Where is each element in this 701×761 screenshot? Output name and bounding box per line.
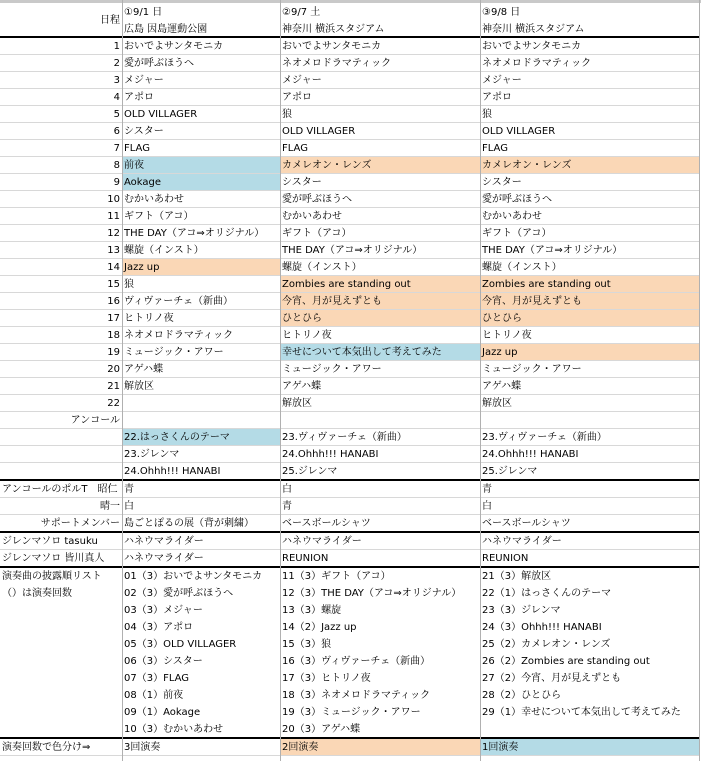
- row-divider: [0, 54, 699, 55]
- setlist-row: [0, 123, 701, 140]
- count-cell: 08（1）前夜: [124, 690, 184, 701]
- song-cell: むかいあわせ: [482, 211, 542, 222]
- song-cell: 螺旋（インスト）: [482, 262, 562, 273]
- song-number: 21: [107, 381, 120, 392]
- song-cell: メジャー: [482, 75, 522, 86]
- row-divider: [0, 326, 699, 327]
- song-cell: アポロ: [282, 92, 312, 103]
- song-cell: ひとひら: [280, 310, 480, 327]
- count-cell: 02（3）愛が呼ぶほうへ: [124, 588, 234, 599]
- row-divider: [0, 755, 699, 756]
- song-number: 6: [113, 126, 120, 137]
- row-divider: [0, 360, 699, 361]
- section-divider: [0, 737, 699, 739]
- song-cell: シスター: [124, 126, 164, 137]
- date-1: ①9/1 日: [124, 7, 163, 18]
- legend-item: 3回演奏: [124, 742, 161, 753]
- song-number: 12: [107, 228, 120, 239]
- polo-label: アンコールのポルT 昭仁: [2, 484, 118, 495]
- song-number: 15: [107, 279, 120, 290]
- solo-row: [0, 550, 701, 567]
- count-cell: 06（3）シスター: [124, 656, 203, 667]
- setlist-row: [0, 157, 701, 174]
- song-number: 16: [107, 296, 120, 307]
- song-cell: OLD VILLAGER: [282, 126, 356, 137]
- song-cell: OLD VILLAGER: [482, 126, 556, 137]
- count-cell: 03（3）メジャー: [124, 605, 203, 616]
- encore-row: [0, 463, 701, 480]
- setlist-row: [0, 106, 701, 123]
- count-cell: 12（3）THE DAY（アコ⇒オリジナル）: [282, 588, 462, 599]
- count-row: [0, 636, 701, 653]
- count-cell: 25（2）カメレオン・レンズ: [482, 639, 611, 650]
- song-cell: ヒトリノ夜: [482, 330, 532, 341]
- song-cell: メジャー: [124, 75, 164, 86]
- row-divider: [0, 394, 699, 395]
- song-cell: ヒトリノ夜: [124, 313, 174, 324]
- song-cell: アゲハ蝶: [482, 381, 522, 392]
- top-edge: [0, 0, 701, 3]
- song-cell: 今宵、月が見えずとも: [480, 293, 699, 310]
- song-number: 14: [107, 262, 120, 273]
- polo-cell: 青: [282, 501, 292, 512]
- row-divider: [0, 343, 699, 344]
- row-divider: [0, 122, 699, 123]
- row-divider: [0, 88, 699, 89]
- count-cell: 13（3）螺旋: [282, 605, 342, 616]
- column-divider: [480, 0, 481, 761]
- column-divider: [280, 0, 281, 761]
- schedule-label: 日程: [100, 15, 120, 26]
- encore-song-cell: 23.ジレンマ: [124, 449, 180, 460]
- song-cell: ヒトリノ夜: [282, 330, 332, 341]
- song-cell: 解放区: [482, 398, 512, 409]
- song-cell: ギフト（アコ）: [282, 228, 352, 239]
- polo-cell: 白: [482, 501, 492, 512]
- section-divider: [0, 531, 699, 533]
- count-cell: 26（2）Zombies are standing out: [482, 656, 650, 667]
- polo-cell: 白: [124, 501, 134, 512]
- song-cell: アゲハ蝶: [282, 381, 322, 392]
- song-cell: 狼: [282, 109, 292, 120]
- count-row: [0, 585, 701, 602]
- setlist-row: [0, 276, 701, 293]
- song-cell: THE DAY（アコ⇒オリジナル）: [124, 228, 265, 239]
- count-row: [0, 653, 701, 670]
- count-cell: 18（3）ネオメロドラマティック: [282, 690, 431, 701]
- row-divider: [0, 139, 699, 140]
- row-divider: [0, 173, 699, 174]
- encore-song-cell: 24.Ohhh!!! HANABI: [282, 449, 379, 460]
- song-cell: おいでよサンタモニカ: [124, 41, 224, 52]
- count-cell: 10（3）むかいあわせ: [124, 724, 224, 735]
- legend-item: 1回演奏: [480, 739, 699, 756]
- song-number: 2: [113, 58, 120, 69]
- song-cell: アポロ: [482, 92, 512, 103]
- song-number: 17: [107, 313, 120, 324]
- count-row: [0, 602, 701, 619]
- polo-cell: 青: [482, 484, 492, 495]
- row-divider: [0, 207, 699, 208]
- polo-cell: 島ごとぽるの展（背が刺繍）: [124, 518, 254, 529]
- song-cell: ミュージック・アワー: [282, 364, 382, 375]
- song-cell: ヴィヴァーチェ（新曲）: [124, 296, 233, 307]
- encore-row: [0, 429, 701, 446]
- encore-label-row: [0, 412, 701, 429]
- song-cell: ギフト（アコ）: [124, 211, 194, 222]
- encore-song-cell: 24.Ohhh!!! HANABI: [482, 449, 579, 460]
- row-divider: [0, 549, 699, 550]
- solo-cell: ハネウマライダー: [482, 536, 562, 547]
- setlist-row: [0, 293, 701, 310]
- count-cell: 28（2）ひとひら: [482, 690, 562, 701]
- song-number: 9: [113, 177, 120, 188]
- setlist-row: [0, 72, 701, 89]
- setlist-row: [0, 208, 701, 225]
- setlist-row: [0, 38, 701, 55]
- encore-song-cell: 25.ジレンマ: [482, 466, 538, 477]
- song-cell: アポロ: [124, 92, 154, 103]
- row-divider: [0, 105, 699, 106]
- count-cell: 14（2）Jazz up: [282, 622, 357, 633]
- song-cell: Jazz up: [480, 344, 699, 361]
- setlist-row: [0, 361, 701, 378]
- count-list-label: 演奏曲の披露順リスト: [2, 571, 102, 582]
- row-divider: [0, 224, 699, 225]
- venue-2: 神奈川 横浜スタジアム: [282, 24, 385, 35]
- song-number: 19: [107, 347, 120, 358]
- count-cell: 20（3）アゲハ蝶: [282, 724, 361, 735]
- row-divider: [0, 514, 699, 515]
- song-cell: FLAG: [482, 143, 508, 154]
- row-divider: [0, 462, 699, 463]
- song-cell: ミュージック・アワー: [124, 347, 224, 358]
- song-cell: アゲハ蝶: [124, 364, 164, 375]
- song-cell: むかいあわせ: [282, 211, 342, 222]
- row-divider: [0, 156, 699, 157]
- count-cell: 09（1）Aokage: [124, 707, 201, 718]
- solo-row: [0, 533, 701, 550]
- count-cell: 04（3）アポロ: [124, 622, 194, 633]
- song-number: 18: [107, 330, 120, 341]
- row-divider: [0, 411, 699, 412]
- polo-cell: ベースボールシャツ: [282, 518, 371, 529]
- song-cell: 幸せについて本気出して考えてみた: [280, 344, 480, 361]
- date-3: ③9/8 日: [482, 7, 521, 18]
- setlist-row: [0, 259, 701, 276]
- encore-song-cell: 24.Ohhh!!! HANABI: [124, 466, 221, 477]
- song-number: 8: [113, 160, 120, 171]
- row-divider: [0, 275, 699, 276]
- encore-song-cell: 25.ジレンマ: [282, 466, 338, 477]
- song-cell: ミュージック・アワー: [482, 364, 582, 375]
- row-divider: [0, 71, 699, 72]
- count-cell: 01（3）おいでよサンタモニカ: [124, 571, 263, 582]
- setlist-row: [0, 55, 701, 72]
- section-divider: [0, 36, 699, 38]
- song-cell: 狼: [482, 109, 492, 120]
- polo-label: サポートメンバー: [40, 518, 120, 529]
- polo-cell: 青: [124, 484, 134, 495]
- row-divider: [0, 241, 699, 242]
- count-cell: 22（1）はっさくんのテーマ: [482, 588, 612, 599]
- column-divider: [699, 0, 700, 761]
- song-cell: 愛が呼ぶほうへ: [282, 194, 352, 205]
- header-row: [0, 4, 701, 38]
- song-cell: カメレオン・レンズ: [480, 157, 699, 174]
- polo-label: 晴一: [100, 501, 120, 512]
- song-cell: 愛が呼ぶほうへ: [124, 58, 194, 69]
- song-cell: 狼: [124, 279, 134, 290]
- solo-cell: ハネウマライダー: [282, 536, 362, 547]
- polo-row: [0, 515, 701, 532]
- song-cell: ネオメロドラマティック: [282, 58, 392, 69]
- song-cell: 解放区: [282, 398, 312, 409]
- count-row: [0, 670, 701, 687]
- song-cell: メジャー: [282, 75, 322, 86]
- row-divider: [0, 292, 699, 293]
- row-divider: [0, 309, 699, 310]
- song-cell: 解放区: [124, 381, 154, 392]
- setlist-row: [0, 310, 701, 327]
- song-number: 20: [107, 364, 120, 375]
- polo-cell: ベースボールシャツ: [482, 518, 571, 529]
- polo-row: [0, 498, 701, 515]
- song-cell: FLAG: [282, 143, 308, 154]
- song-cell: ギフト（アコ）: [482, 228, 552, 239]
- section-divider: [0, 566, 699, 568]
- encore-song-cell: 22.はっさくんのテーマ: [122, 429, 280, 446]
- song-cell: OLD VILLAGER: [124, 109, 198, 120]
- count-cell: 11（3）ギフト（アコ）: [282, 571, 391, 582]
- venue-1: 広島 因島運動公園: [124, 24, 208, 35]
- count-cell: 19（3）ミュージック・アワー: [282, 707, 421, 718]
- polo-cell: 白: [282, 484, 292, 495]
- song-cell: THE DAY（アコ⇒オリジナル）: [282, 245, 423, 256]
- song-cell: 螺旋（インスト）: [282, 262, 362, 273]
- song-cell: カメレオン・レンズ: [280, 157, 480, 174]
- song-cell: むかいあわせ: [124, 194, 184, 205]
- count-row: [0, 704, 701, 721]
- setlist-row: [0, 89, 701, 106]
- setlist-row: [0, 327, 701, 344]
- setlist-row: [0, 344, 701, 361]
- song-number: 7: [113, 143, 120, 154]
- row-divider: [0, 428, 699, 429]
- song-cell: 螺旋（インスト）: [124, 245, 204, 256]
- row-divider: [0, 377, 699, 378]
- encore-song-cell: 23.ヴィヴァーチェ（新曲）: [282, 432, 407, 443]
- legend-row: [0, 739, 701, 756]
- count-row: [0, 619, 701, 636]
- song-cell: 愛が呼ぶほうへ: [482, 194, 552, 205]
- row-divider: [0, 258, 699, 259]
- setlist-row: [0, 395, 701, 412]
- count-cell: 15（3）狼: [282, 639, 332, 650]
- song-number: 11: [107, 211, 120, 222]
- count-cell: 27（2）今宵、月が見えずとも: [482, 673, 622, 684]
- song-cell: 今宵、月が見えずとも: [280, 293, 480, 310]
- count-cell: 17（3）ヒトリノ夜: [282, 673, 371, 684]
- row-divider: [0, 445, 699, 446]
- song-cell: シスター: [482, 177, 522, 188]
- count-cell: 21（3）解放区: [482, 571, 552, 582]
- song-cell: おいでよサンタモニカ: [282, 41, 382, 52]
- song-cell: [122, 395, 280, 412]
- row-divider: [0, 190, 699, 191]
- setlist-row: [0, 191, 701, 208]
- song-cell: ひとひら: [480, 310, 699, 327]
- song-cell: THE DAY（アコ⇒オリジナル）: [482, 245, 623, 256]
- count-row: [0, 568, 701, 585]
- song-cell: Aokage: [122, 174, 280, 191]
- song-cell: シスター: [282, 177, 322, 188]
- count-row: [0, 687, 701, 704]
- song-number: 13: [107, 245, 120, 256]
- solo-label: ジレンマソロ tasuku: [2, 536, 98, 547]
- encore-row: [0, 446, 701, 463]
- setlist-row: [0, 242, 701, 259]
- song-cell: ネオメロドラマティック: [482, 58, 592, 69]
- legend-label: 演奏回数で色分け⇒: [2, 742, 91, 753]
- encore-label: アンコール: [70, 415, 120, 426]
- setlist-row: [0, 225, 701, 242]
- count-list-label: （）は演奏回数: [2, 588, 72, 599]
- encore-song-cell: 23.ヴィヴァーチェ（新曲）: [482, 432, 607, 443]
- song-cell: おいでよサンタモニカ: [482, 41, 582, 52]
- section-divider: [0, 479, 699, 481]
- solo-cell: ハネウマライダー: [124, 553, 204, 564]
- count-cell: 29（1）幸せについて本気出して考えてみた: [482, 707, 681, 718]
- song-number: 10: [107, 194, 120, 205]
- column-divider: [122, 0, 123, 761]
- song-number: 1: [113, 41, 120, 52]
- count-cell: 05（3）OLD VILLAGER: [124, 639, 237, 650]
- song-cell: 前夜: [122, 157, 280, 174]
- song-number: 3: [113, 75, 120, 86]
- polo-row: [0, 481, 701, 498]
- song-number: 5: [113, 109, 120, 120]
- song-cell: Jazz up: [122, 259, 280, 276]
- song-number: 4: [113, 92, 120, 103]
- row-divider: [0, 497, 699, 498]
- song-cell: ネオメロドラマティック: [124, 330, 234, 341]
- solo-label: ジレンマソロ 皆川真人: [2, 553, 105, 564]
- count-cell: 16（3）ヴィヴァーチェ（新曲）: [282, 656, 431, 667]
- count-cell: 24（3）Ohhh!!! HANABI: [482, 622, 602, 633]
- venue-3: 神奈川 横浜スタジアム: [482, 24, 585, 35]
- setlist-row: [0, 140, 701, 157]
- count-cell: [480, 721, 699, 738]
- setlist-row: [0, 174, 701, 191]
- date-2: ②9/7 土: [282, 7, 321, 18]
- solo-cell: ハネウマライダー: [124, 536, 204, 547]
- count-row: [0, 721, 701, 738]
- count-cell: 23（3）ジレンマ: [482, 605, 561, 616]
- song-number: 22: [107, 398, 120, 409]
- solo-cell: REUNION: [282, 553, 329, 564]
- setlist-row: [0, 378, 701, 395]
- song-cell: Zombies are standing out: [280, 276, 480, 293]
- count-cell: 07（3）FLAG: [124, 673, 190, 684]
- song-cell: Zombies are standing out: [480, 276, 699, 293]
- legend-item: 2回演奏: [280, 739, 480, 756]
- song-cell: FLAG: [124, 143, 150, 154]
- solo-cell: REUNION: [482, 553, 529, 564]
